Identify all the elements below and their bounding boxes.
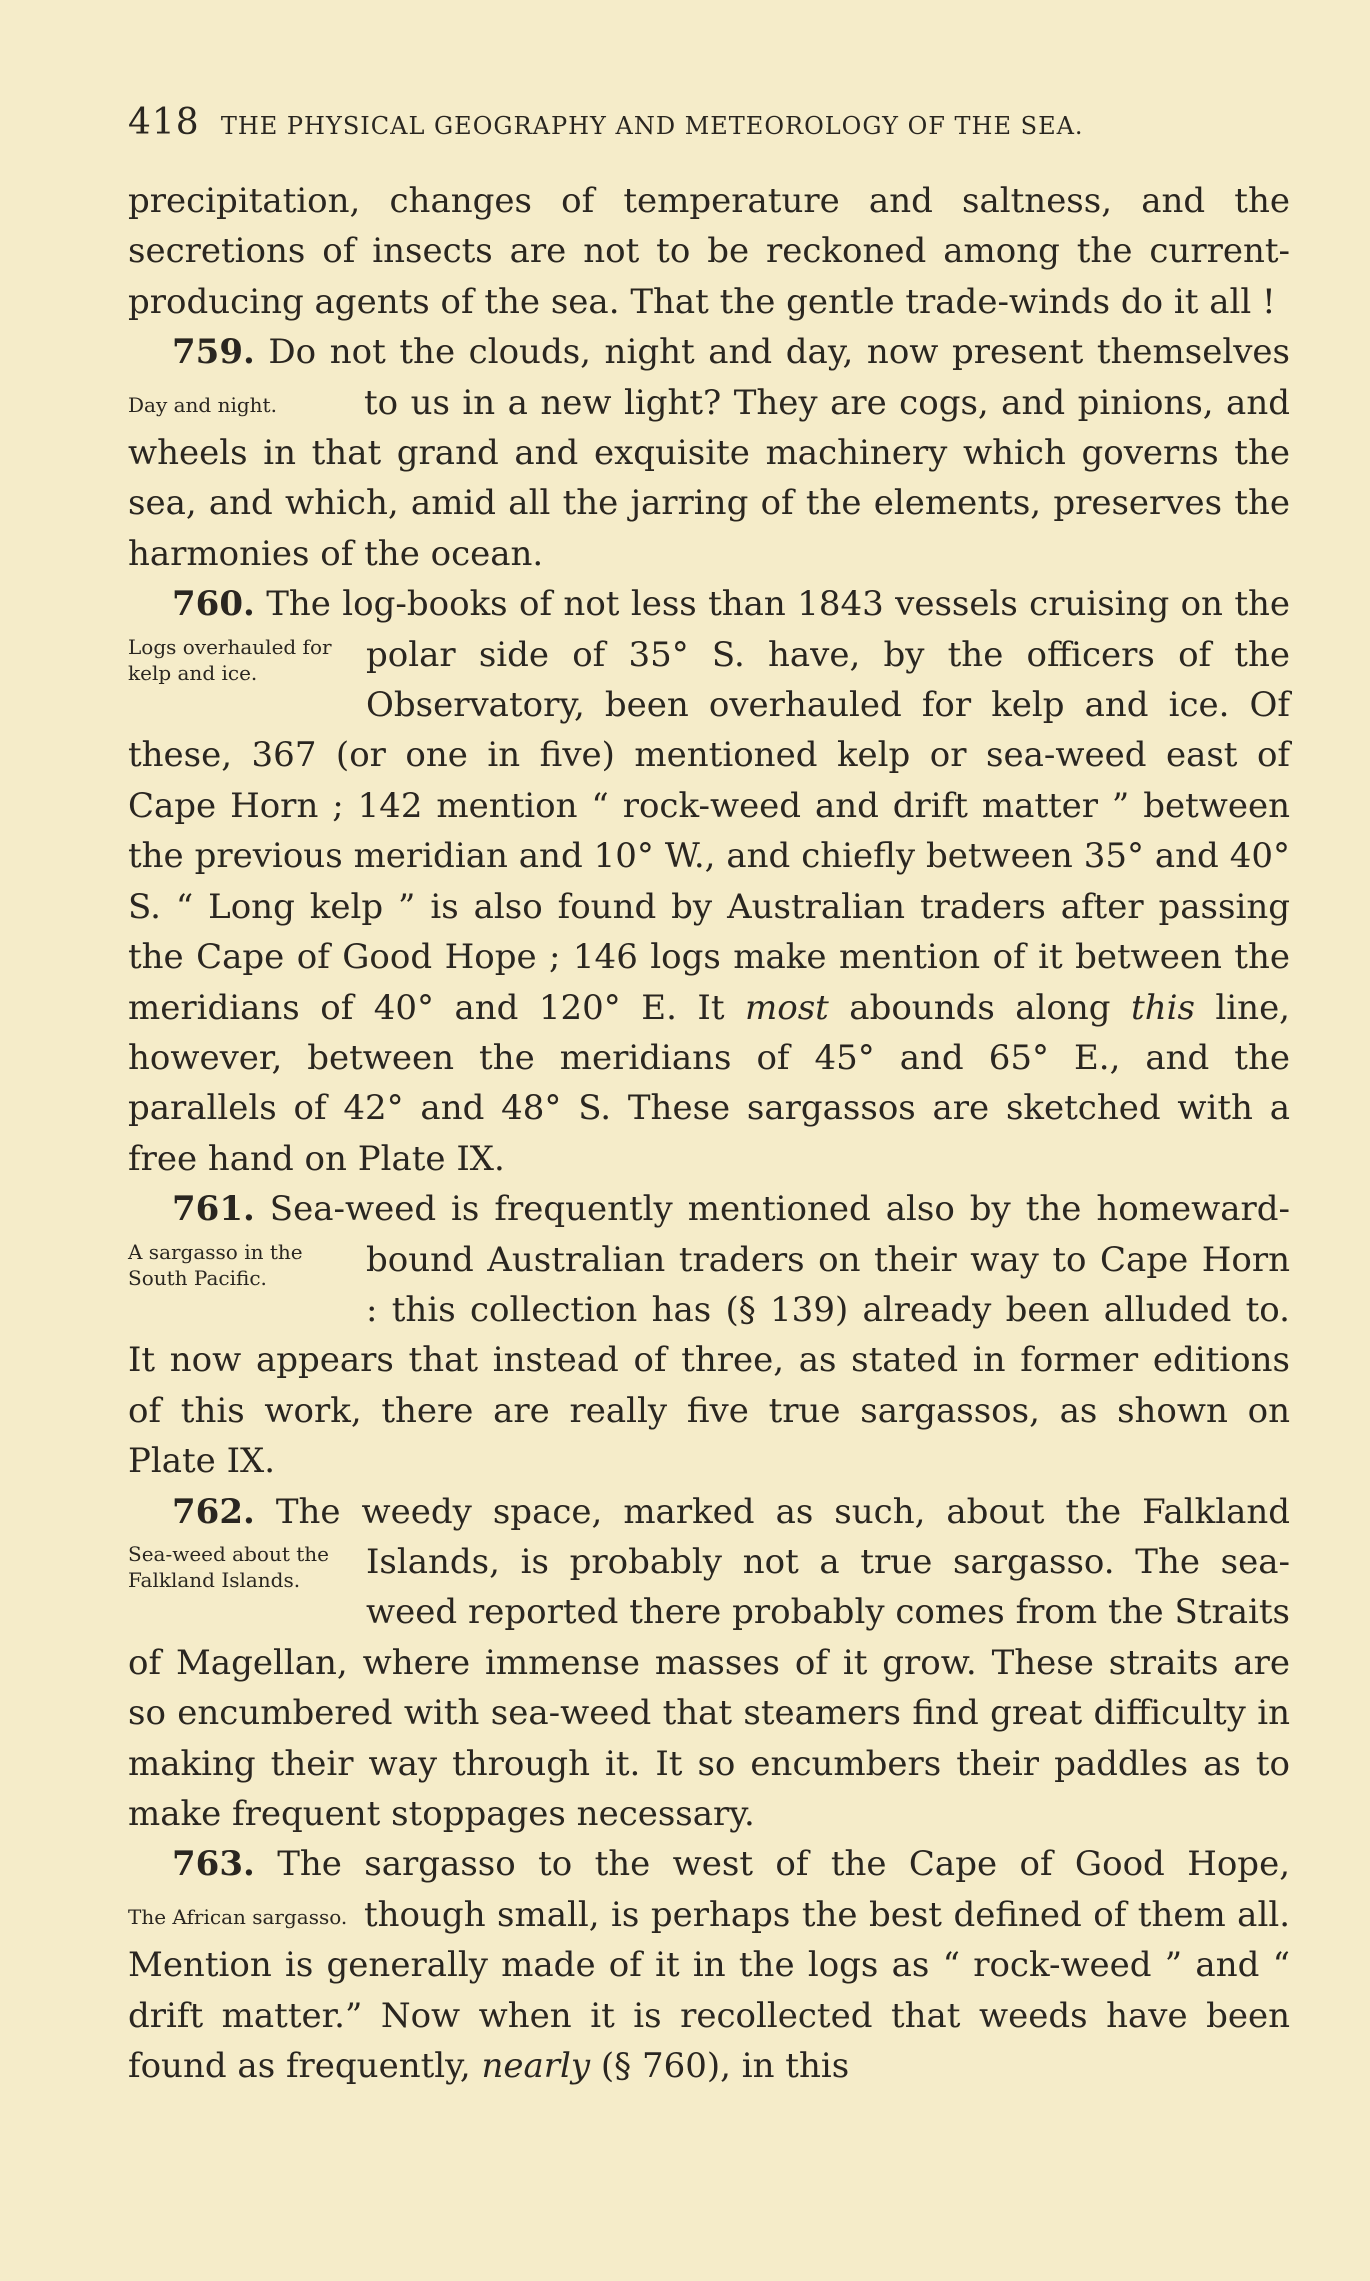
paragraph-number: 760. (172, 584, 255, 625)
paragraph-761 (128, 1184, 1290, 1486)
paragraph-759 (128, 327, 1290, 579)
paragraph-text: precipitation, changes of temperature and saltness, and the secretions of insects are not to be reckoned among the current-producing agents of the sea. That the gentle trade-winds do it all ! (128, 181, 1290, 322)
paragraph-number: 762. (172, 1491, 255, 1532)
page-number: 418 (128, 102, 200, 143)
paragraph-text: line, however, between the meridians of 45° and 65° E., and the parallels of 42° and 48° S. These sargassos are sketched with a free hand on Plate IX. (128, 987, 1290, 1179)
paragraph-text: The weedy space, marked as such, about the Falkland Islands, is probably not a true sargasso. The sea-weed reported there probably comes from the Straits of Magellan, where immense masses of it grow. These straits are so encumbered with sea-weed that steamers find great difficulty in making their way through it. It so encumbers their paddles as to make frequent stoppages necessary. (128, 1491, 1291, 1834)
side-note: Day and night. (128, 392, 277, 417)
paragraph-text: The log-books of not less than 1843 vessels cruising on the polar side of 35° S. have, by the officers of the Observatory, been overhauled for kelp and ice. Of these, 367 (or one in five) mentioned kelp or sea-weed east of Cape Horn ; 142 mention “ rock-weed and drift matter ” between the previous meridian and 10° W., and chiefly between 35° and 40° S. “ Long kelp ” is also found by Australian traders after passing the Cape of Good Hope ; 146 logs make mention of it between the meridians of 40° and 120° E. It (128, 584, 1291, 1028)
emphasis: this (1131, 987, 1195, 1028)
paragraph-number: 759. (172, 332, 255, 373)
side-note: Sea-weed about the Falkland Islands. (128, 1541, 329, 1592)
paragraph-text: Do not the clouds, night and day, now present themselves to us in a new light? They are cogs, and pinions, and wheels in that grand and exquisite machinery which governs the sea, and which, amid all the jarring of the elements, preserves the harmonies of the ocean. (128, 332, 1290, 574)
paragraph-text: (§ 760), in this (590, 2046, 850, 2087)
paragraph-text: The sargasso to the west of the Cape of Good Hope, though small, is perhaps the best defined of them all. Mention is generally made of it in the logs as “ rock-weed ” and “ drift matter.” Now when it is recollected that weeds have been found as frequently, (128, 1844, 1291, 2087)
paragraph-763 (128, 1839, 1290, 2091)
emphasis: nearly (481, 2046, 591, 2087)
body-text (128, 176, 1290, 2091)
paragraph-continued (128, 176, 1290, 327)
paragraph-760 (128, 579, 1290, 1184)
running-head (128, 102, 1288, 143)
emphasis: most (744, 987, 829, 1028)
paragraph-762 (128, 1487, 1290, 1840)
running-title: THE PHYSICAL GEOGRAPHY AND METEOROLOGY OF THE SEA. (220, 112, 1084, 140)
paragraph-text: Sea-weed is frequently mentioned also by the homeward-bound Australian traders on their way to Cape Horn : this collection has (§ 139) already been alluded to. It now appears that instead of three, as stated in former editions of this work, there are really five true sargassos, as shown on Plate IX. (128, 1189, 1290, 1482)
paragraph-number: 763. (172, 1844, 255, 1885)
side-note: The African sargasso. (128, 1904, 348, 1929)
side-note: A sargasso in the South Pacific. (128, 1239, 303, 1290)
side-note: Logs overhauled for kelp and ice. (128, 634, 332, 685)
paragraph-text: abounds along (828, 987, 1132, 1028)
paragraph-number: 761. (172, 1189, 255, 1230)
